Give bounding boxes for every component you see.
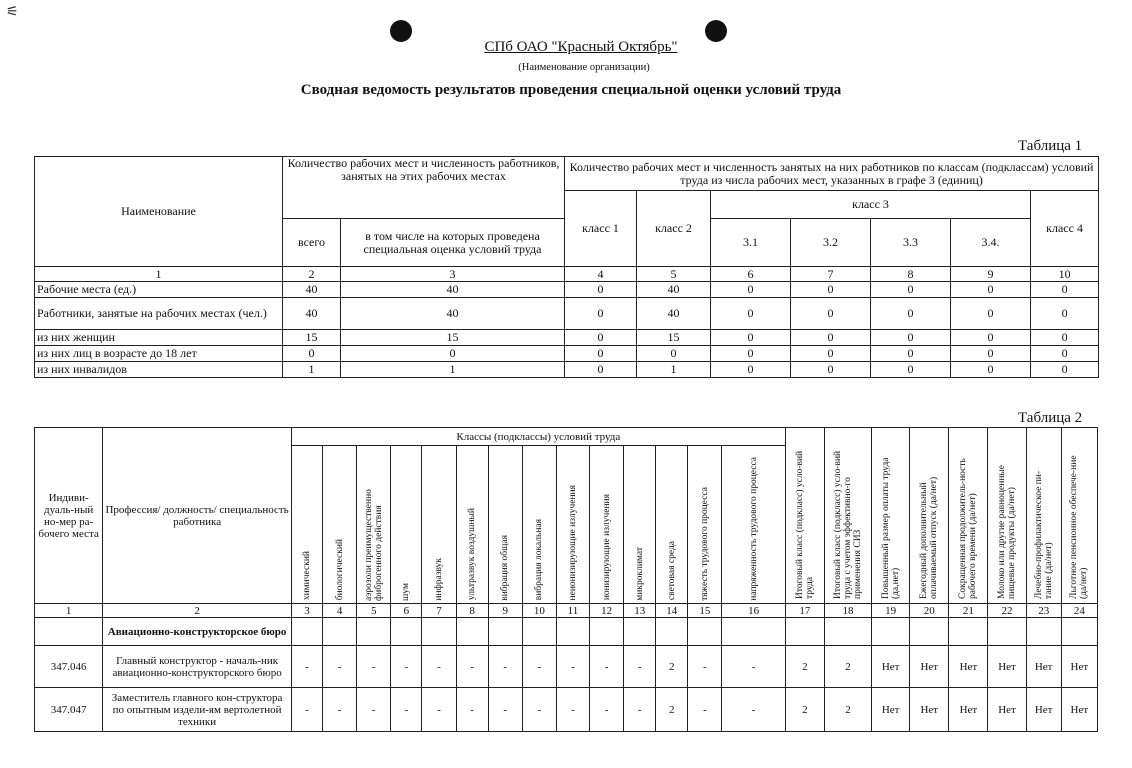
t2-cell: -	[556, 646, 589, 688]
t2-factor: световая среда	[666, 541, 677, 601]
t2-cell: -	[688, 688, 722, 732]
t2-cell: Нет	[949, 646, 988, 688]
t1-cell: 0	[565, 298, 637, 330]
t2-colnum: 24	[1061, 604, 1097, 618]
t2-factor: ультразвук воздушный	[467, 508, 478, 601]
t1-cell: 15	[341, 330, 565, 346]
t1-row	[35, 346, 1099, 362]
organization-note	[0, 62, 1132, 73]
t2-colnum: 6	[391, 604, 422, 618]
t2-cell: 2	[785, 646, 824, 688]
organization-name: СПб ОАО "Красный Октябрь"	[484, 39, 678, 55]
t2-factor: инфразвук	[433, 557, 444, 601]
t2-colnum: 8	[456, 604, 488, 618]
t1-colnum: 1	[35, 267, 283, 282]
t2-factor: аэрозоли преимущественно фиброгенного действия	[363, 488, 384, 601]
t2-header-pension: Льготное пенсионное обеспече-ние (да/нет)	[1069, 454, 1090, 599]
t1-cell: 0	[951, 346, 1031, 362]
t1-cell: 0	[1031, 298, 1099, 330]
table1-caption: Таблица 1	[1018, 138, 1083, 154]
t2-header-pay: Повышенный размер оплаты труда (да,нет)	[880, 456, 901, 599]
t2-colnum: 11	[556, 604, 589, 618]
t2-cell: Нет	[1026, 646, 1061, 688]
t2-row-profession: Заместитель главного кон-структора по опытным издели-ям вертолетной техники	[103, 688, 292, 732]
t2-cell: -	[391, 646, 422, 688]
table1	[34, 156, 1099, 378]
t2-cell: -	[522, 688, 556, 732]
t2-cell: -	[688, 646, 722, 688]
t1-colnum: 10	[1031, 267, 1099, 282]
t1-cell: 40	[341, 298, 565, 330]
t2-header-final-class-siz: Итоговый класс (подкласс) усло-вий труда с учетом эффективно-го применения СИЗ	[832, 450, 863, 599]
t1-colnum: 3	[341, 267, 565, 282]
t2-cell: -	[422, 688, 456, 732]
t2-cell: 2	[656, 688, 688, 732]
t1-cell: 0	[711, 330, 791, 346]
t2-cell: Нет	[910, 688, 949, 732]
t1-cell: 0	[1031, 330, 1099, 346]
t1-row-label: из них женщин	[35, 330, 283, 346]
t1-cell: 0	[341, 346, 565, 362]
t2-colnum: 3	[291, 604, 322, 618]
t1-row	[35, 330, 1099, 346]
t2-factor: шум	[401, 582, 412, 601]
t2-cell: -	[590, 646, 624, 688]
t2-colnum: 9	[488, 604, 522, 618]
t2-cell: -	[488, 646, 522, 688]
t2-cell: Нет	[988, 646, 1026, 688]
t1-cell: 0	[637, 346, 711, 362]
t2-colnum: 22	[988, 604, 1026, 618]
t1-cell: 0	[791, 362, 871, 378]
t2-cell: -	[722, 646, 785, 688]
t1-cell: 1	[283, 362, 341, 378]
t2-cell: -	[357, 688, 391, 732]
t1-cell: 0	[871, 330, 951, 346]
t2-header-final-class: Итоговый класс (подкласс) усло-вий труда	[794, 450, 815, 599]
t2-row	[35, 646, 1098, 688]
t2-section-row	[35, 618, 1098, 646]
t1-cell: 0	[1031, 282, 1099, 298]
t1-cell: 0	[711, 346, 791, 362]
t1-colnum: 7	[791, 267, 871, 282]
t2-cell: Нет	[1061, 688, 1097, 732]
t2-cell: -	[522, 646, 556, 688]
t2-colnum: 21	[949, 604, 988, 618]
t1-header-group1: Количество рабочих мест и численность работников, занятых на этих рабочих местах	[283, 157, 565, 219]
table2-caption: Таблица 2	[1018, 410, 1083, 426]
t2-colnum: 5	[357, 604, 391, 618]
t1-cell: 40	[283, 298, 341, 330]
t2-factor: вибрация локальная	[534, 519, 545, 601]
t1-header-group2: Количество рабочих мест и численность занятых на них работников по классам (подклассам) условий труда из числа рабочих мест, указанных в графе 3 (единиц)	[565, 157, 1099, 191]
t1-header-class1: класс 1	[565, 191, 637, 267]
t2-cell: -	[556, 688, 589, 732]
t1-cell: 0	[711, 282, 791, 298]
t2-colnum: 16	[722, 604, 785, 618]
t1-header-assessed: в том числе на которых проведена специальная оценка условий труда	[341, 219, 565, 267]
t2-cell: -	[456, 688, 488, 732]
t1-row-label: из них инвалидов	[35, 362, 283, 378]
t2-cell: -	[323, 646, 357, 688]
t2-colnum: 14	[656, 604, 688, 618]
t2-cell: -	[624, 688, 656, 732]
t1-cell: 1	[341, 362, 565, 378]
corner-scan-mark: ⚟	[6, 5, 19, 20]
t2-colnum: 13	[624, 604, 656, 618]
t1-header-class3: класс 3	[711, 191, 1031, 219]
t2-factor: напряженность трудового процесса	[748, 456, 759, 601]
t2-header-nutrition: Лечебно-профилактическое пи-тание (да/нет)	[1033, 470, 1054, 599]
t1-colnum: 5	[637, 267, 711, 282]
t2-row-id: 347.046	[35, 646, 103, 688]
table2	[34, 427, 1098, 732]
t2-colnum: 17	[785, 604, 824, 618]
t2-cell: Нет	[1061, 646, 1097, 688]
organization-note-text: (Наименование организации)	[518, 62, 650, 73]
t2-colnum: 20	[910, 604, 949, 618]
t2-header-leave: Ежегодный дополнительный оплачиваемый отпуск (да/нет)	[919, 476, 940, 599]
t1-cell: 0	[791, 346, 871, 362]
t2-factor: неионизирующие излучения	[567, 485, 578, 601]
t1-cell: 0	[871, 346, 951, 362]
t2-cell: -	[590, 688, 624, 732]
t2-colnum: 10	[522, 604, 556, 618]
t2-section-empty	[35, 618, 103, 646]
t2-cell: -	[422, 646, 456, 688]
t2-cell: 2	[785, 688, 824, 732]
t2-cell: -	[291, 688, 322, 732]
t2-cell: -	[291, 646, 322, 688]
organization-header	[0, 38, 1132, 56]
t2-colnum: 12	[590, 604, 624, 618]
t1-row	[35, 282, 1099, 298]
t1-header-3-4: 3.4.	[951, 219, 1031, 267]
t2-colnum: 23	[1026, 604, 1061, 618]
t1-row-label: из них лиц в возрасте до 18 лет	[35, 346, 283, 362]
t1-header-3-2: 3.2	[791, 219, 871, 267]
t1-colnum: 2	[283, 267, 341, 282]
t1-cell: 0	[871, 282, 951, 298]
t1-cell: 0	[711, 298, 791, 330]
t2-colnum: 15	[688, 604, 722, 618]
t1-cell: 0	[951, 330, 1031, 346]
t2-colnum: 1	[35, 604, 103, 618]
t2-cell: -	[722, 688, 785, 732]
document-title	[0, 82, 1132, 99]
t2-colnum: 2	[103, 604, 292, 618]
t2-factor: вибрация общая	[500, 534, 511, 601]
t1-row	[35, 298, 1099, 330]
t1-cell: 40	[341, 282, 565, 298]
t2-cell: Нет	[949, 688, 988, 732]
t2-row-id: 347.047	[35, 688, 103, 732]
t1-row-label: Работники, занятые на рабочих местах (чел.)	[35, 298, 283, 330]
t1-cell: 40	[283, 282, 341, 298]
t2-header-classes: Классы (подклассы) условий труда	[291, 428, 785, 446]
t2-cell: -	[323, 688, 357, 732]
t2-header-short-time: Сокращенная продолжитель-ность рабочего времени (да/нет)	[958, 457, 979, 599]
t2-colnum: 7	[422, 604, 456, 618]
t2-cell: -	[624, 646, 656, 688]
t2-factor: тяжесть трудового процесса	[699, 486, 710, 601]
t1-header-3-3: 3.3	[871, 219, 951, 267]
t2-header-milk: Молоко или другие равноценные пищевые продукты (да/нет)	[997, 464, 1018, 599]
t2-header-profession: Профессия/ должность/ специальность работника	[103, 428, 292, 604]
t1-header-class2: класс 2	[637, 191, 711, 267]
t1-cell: 0	[565, 346, 637, 362]
t1-cell: 0	[791, 282, 871, 298]
t2-factor: ионизирующие излучения	[601, 494, 612, 601]
t1-cell: 1	[637, 362, 711, 378]
t1-cell: 0	[951, 298, 1031, 330]
t2-cell: 2	[824, 646, 871, 688]
t1-cell: 0	[565, 330, 637, 346]
t1-cell: 0	[1031, 362, 1099, 378]
document-title-text: Сводная ведомость результатов проведения специальной оценки условий труда	[300, 82, 842, 98]
t2-colnum-row	[35, 604, 1098, 618]
t1-colnum: 4	[565, 267, 637, 282]
t1-colnum-row	[35, 267, 1099, 282]
t1-cell: 0	[951, 282, 1031, 298]
t1-cell: 40	[637, 298, 711, 330]
t2-header-id: Индиви-дуаль-ный но-мер ра-бочего места	[35, 428, 103, 604]
t1-header-name: Наименование	[35, 157, 283, 267]
t1-colnum: 9	[951, 267, 1031, 282]
t1-header-class4: класс 4	[1031, 191, 1099, 267]
t1-cell: 0	[871, 362, 951, 378]
t1-cell: 0	[565, 282, 637, 298]
t2-factor: химический	[302, 551, 312, 601]
t2-cell: Нет	[1026, 688, 1061, 732]
t2-cell: -	[357, 646, 391, 688]
t2-row	[35, 688, 1098, 732]
t1-cell: 0	[791, 298, 871, 330]
t2-cell: 2	[824, 688, 871, 732]
t1-cell: 0	[951, 362, 1031, 378]
t2-colnum: 19	[872, 604, 910, 618]
t1-cell: 0	[565, 362, 637, 378]
t2-factor: микроклимат	[634, 546, 645, 601]
t1-colnum: 6	[711, 267, 791, 282]
t2-cell: Нет	[988, 688, 1026, 732]
t1-header-total: всего	[283, 219, 341, 267]
t1-cell: 0	[1031, 346, 1099, 362]
t2-cell: -	[391, 688, 422, 732]
t1-cell: 0	[791, 330, 871, 346]
t1-cell: 0	[871, 298, 951, 330]
t1-cell: 0	[711, 362, 791, 378]
t2-factor: биологический	[334, 539, 345, 601]
t2-cell: Нет	[872, 688, 910, 732]
t2-colnum: 4	[323, 604, 357, 618]
t1-row-label: Рабочие места (ед.)	[35, 282, 283, 298]
t2-colnum: 18	[824, 604, 871, 618]
t2-cell: Нет	[872, 646, 910, 688]
t2-cell: -	[488, 688, 522, 732]
t1-cell: 15	[637, 330, 711, 346]
t1-cell: 40	[637, 282, 711, 298]
t2-cell: 2	[656, 646, 688, 688]
t2-row-profession: Главный конструктор - началь-ник авиационно-конструкторского бюро	[103, 646, 292, 688]
t2-cell: Нет	[910, 646, 949, 688]
t1-header-3-1: 3.1	[711, 219, 791, 267]
t2-section-title: Авиационно-конструкторское бюро	[103, 618, 292, 646]
t1-colnum: 8	[871, 267, 951, 282]
t1-cell: 15	[283, 330, 341, 346]
t2-cell: -	[456, 646, 488, 688]
t1-cell: 0	[283, 346, 341, 362]
t1-row	[35, 362, 1099, 378]
